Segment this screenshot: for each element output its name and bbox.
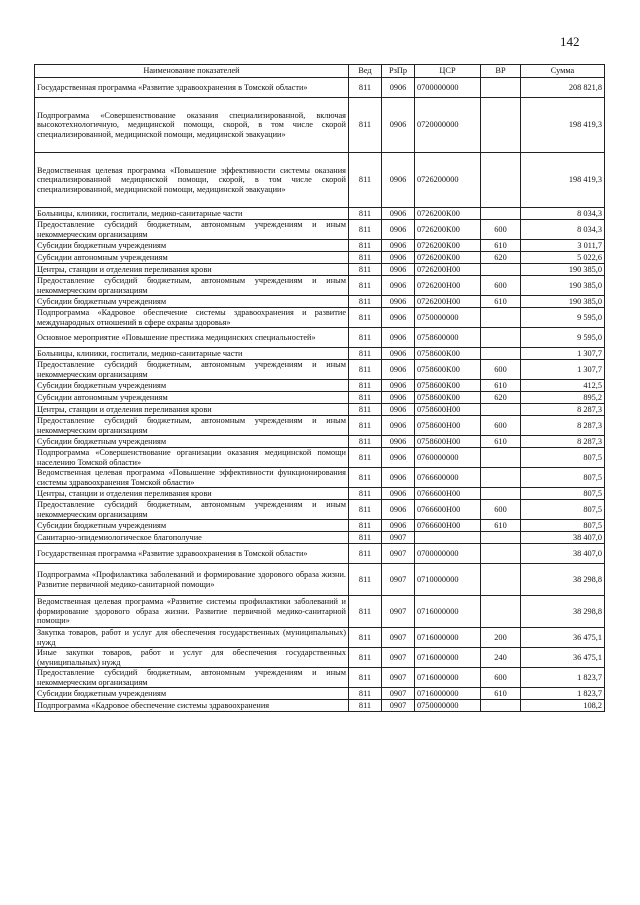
row-sum: 1 823,7 <box>521 668 605 688</box>
row-ved: 811 <box>349 648 382 668</box>
table-row <box>35 296 605 308</box>
table-row <box>35 220 605 240</box>
row-rzpr: 0907 <box>382 700 415 712</box>
row-rzpr: 0906 <box>382 220 415 240</box>
row-sum: 895,2 <box>521 392 605 404</box>
row-rzpr: 0906 <box>382 520 415 532</box>
header-ved: Вед <box>349 65 382 78</box>
row-name: Больницы, клиники, госпитали, медико-санитарные части <box>35 348 349 360</box>
table-row <box>35 380 605 392</box>
row-rzpr: 0907 <box>382 668 415 688</box>
row-vr <box>481 532 521 544</box>
row-sum: 190 385,0 <box>521 264 605 276</box>
row-ved: 811 <box>349 404 382 416</box>
table-header-row <box>35 65 605 78</box>
row-csr: 0758600Н00 <box>415 416 481 436</box>
header-rzpr: РзПр <box>382 65 415 78</box>
row-name: Подпрограмма «Совершенствование организации оказания медицинской помощи населению Томской области» <box>35 448 349 468</box>
row-name: Предоставление субсидий бюджетным, автономным учреждениям и иным некоммерческим организациям <box>35 668 349 688</box>
row-csr: 0760000000 <box>415 448 481 468</box>
table-body <box>35 78 605 712</box>
row-rzpr: 0906 <box>382 380 415 392</box>
row-rzpr: 0906 <box>382 436 415 448</box>
row-name: Центры, станции и отделения переливания крови <box>35 404 349 416</box>
table-row <box>35 544 605 564</box>
row-csr: 0758600К00 <box>415 348 481 360</box>
row-rzpr: 0906 <box>382 360 415 380</box>
row-sum: 5 022,6 <box>521 252 605 264</box>
row-csr: 0750000000 <box>415 700 481 712</box>
row-name: Санитарно-эпидемиологическое благополучие <box>35 532 349 544</box>
row-vr <box>481 488 521 500</box>
row-csr: 0726200Н00 <box>415 296 481 308</box>
row-ved: 811 <box>349 596 382 628</box>
row-ved: 811 <box>349 276 382 296</box>
table-row <box>35 276 605 296</box>
row-csr: 0766600Н00 <box>415 488 481 500</box>
row-ved: 811 <box>349 416 382 436</box>
row-csr: 0766600000 <box>415 468 481 488</box>
row-csr: 0716000000 <box>415 648 481 668</box>
table-row <box>35 264 605 276</box>
row-ved: 811 <box>349 436 382 448</box>
row-name: Ведомственная целевая программа «Повышение эффективности системы оказания специализированной медицинской помощи, скорой, в том числе скорой специализированной, медицинской помощи, медицинской эвакуации» <box>35 153 349 208</box>
row-csr: 0716000000 <box>415 688 481 700</box>
row-sum: 3 011,7 <box>521 240 605 252</box>
row-name: Ведомственная целевая программа «Повышение эффективности функционирования системы здравоохранения Томской области» <box>35 468 349 488</box>
row-vr <box>481 404 521 416</box>
row-vr: 200 <box>481 628 521 648</box>
row-name: Иные закупки товаров, работ и услуг для обеспечения государственных (муниципальных) нужд <box>35 648 349 668</box>
row-vr <box>481 98 521 153</box>
row-ved: 811 <box>349 500 382 520</box>
row-vr <box>481 208 521 220</box>
row-ved: 811 <box>349 308 382 328</box>
row-ved: 811 <box>349 296 382 308</box>
row-vr <box>481 153 521 208</box>
row-name: Субсидии бюджетным учреждениям <box>35 688 349 700</box>
row-rzpr: 0906 <box>382 78 415 98</box>
row-name: Субсидии бюджетным учреждениям <box>35 296 349 308</box>
row-ved: 811 <box>349 348 382 360</box>
row-rzpr: 0906 <box>382 468 415 488</box>
table-row <box>35 448 605 468</box>
row-rzpr: 0907 <box>382 648 415 668</box>
table-row <box>35 648 605 668</box>
row-rzpr: 0906 <box>382 240 415 252</box>
row-csr: 0726200К00 <box>415 220 481 240</box>
row-ved: 811 <box>349 448 382 468</box>
row-vr <box>481 348 521 360</box>
row-vr: 600 <box>481 276 521 296</box>
row-ved: 811 <box>349 328 382 348</box>
row-sum: 8 034,3 <box>521 220 605 240</box>
row-vr <box>481 700 521 712</box>
row-sum: 190 385,0 <box>521 296 605 308</box>
table-row <box>35 520 605 532</box>
row-sum: 38 298,8 <box>521 596 605 628</box>
row-rzpr: 0906 <box>382 392 415 404</box>
row-sum: 9 595,0 <box>521 328 605 348</box>
header-csr: ЦСР <box>415 65 481 78</box>
row-csr: 0726200К00 <box>415 240 481 252</box>
table-row <box>35 98 605 153</box>
row-sum: 38 407,0 <box>521 544 605 564</box>
row-name: Субсидии автономным учреждениям <box>35 252 349 264</box>
row-name: Субсидии бюджетным учреждениям <box>35 380 349 392</box>
row-ved: 811 <box>349 628 382 648</box>
row-csr: 0710000000 <box>415 564 481 596</box>
row-sum: 807,5 <box>521 488 605 500</box>
table-row <box>35 628 605 648</box>
row-vr: 610 <box>481 240 521 252</box>
row-name: Субсидии бюджетным учреждениям <box>35 240 349 252</box>
row-ved: 811 <box>349 360 382 380</box>
row-csr: 0766600Н00 <box>415 520 481 532</box>
row-name: Подпрограмма «Профилактика заболеваний и формирование здорового образа жизни. Развитие первичной медико-санитарной помощи» <box>35 564 349 596</box>
row-rzpr: 0906 <box>382 488 415 500</box>
row-vr: 600 <box>481 416 521 436</box>
row-vr <box>481 544 521 564</box>
row-sum: 38 298,8 <box>521 564 605 596</box>
row-rzpr: 0906 <box>382 308 415 328</box>
row-vr <box>481 308 521 328</box>
table-row <box>35 78 605 98</box>
row-vr: 600 <box>481 220 521 240</box>
row-sum: 190 385,0 <box>521 276 605 296</box>
row-sum: 807,5 <box>521 468 605 488</box>
row-ved: 811 <box>349 220 382 240</box>
row-csr: 0716000000 <box>415 668 481 688</box>
row-rzpr: 0907 <box>382 544 415 564</box>
table-row <box>35 240 605 252</box>
table-row <box>35 688 605 700</box>
page-number: 142 <box>560 34 580 49</box>
row-rzpr: 0906 <box>382 416 415 436</box>
row-ved: 811 <box>349 520 382 532</box>
row-name: Подпрограмма «Кадровое обеспечение системы здравоохранения и развитие международных отношений в сфере охраны здоровья» <box>35 308 349 328</box>
row-name: Предоставление субсидий бюджетным, автономным учреждениям и иным некоммерческим организациям <box>35 360 349 380</box>
budget-table <box>34 64 605 712</box>
row-csr: 0726200К00 <box>415 252 481 264</box>
row-vr: 620 <box>481 252 521 264</box>
row-vr: 600 <box>481 668 521 688</box>
row-vr: 610 <box>481 380 521 392</box>
row-sum: 8 287,3 <box>521 404 605 416</box>
row-rzpr: 0906 <box>382 404 415 416</box>
row-sum: 8 034,3 <box>521 208 605 220</box>
row-sum: 36 475,1 <box>521 648 605 668</box>
row-ved: 811 <box>349 153 382 208</box>
row-csr: 0758600К00 <box>415 380 481 392</box>
row-name: Ведомственная целевая программа «Развитие системы профилактики заболеваний и формирование здорового образа жизни. Развитие первичной медико-санитарной помощи» <box>35 596 349 628</box>
table-row <box>35 700 605 712</box>
table-row <box>35 208 605 220</box>
row-ved: 811 <box>349 208 382 220</box>
table-row <box>35 500 605 520</box>
row-name: Подпрограмма «Кадровое обеспечение системы здравоохранения <box>35 700 349 712</box>
row-csr: 0758600Н00 <box>415 436 481 448</box>
table-row <box>35 328 605 348</box>
row-name: Центры, станции и отделения переливания крови <box>35 264 349 276</box>
row-ved: 811 <box>349 488 382 500</box>
table-row <box>35 416 605 436</box>
row-vr <box>481 78 521 98</box>
table-row <box>35 360 605 380</box>
row-vr: 610 <box>481 688 521 700</box>
row-name: Закупка товаров, работ и услуг для обеспечения государственных (муниципальных) нужд <box>35 628 349 648</box>
row-rzpr: 0907 <box>382 628 415 648</box>
row-name: Субсидии бюджетным учреждениям <box>35 436 349 448</box>
row-rzpr: 0906 <box>382 208 415 220</box>
table-row <box>35 348 605 360</box>
row-name: Предоставление субсидий бюджетным, автономным учреждениям и иным некоммерческим организациям <box>35 416 349 436</box>
row-rzpr: 0906 <box>382 98 415 153</box>
row-csr: 0700000000 <box>415 544 481 564</box>
row-sum: 108,2 <box>521 700 605 712</box>
row-csr: 0720000000 <box>415 98 481 153</box>
row-name: Предоставление субсидий бюджетным, автономным учреждениям и иным некоммерческим организациям <box>35 276 349 296</box>
table-row <box>35 468 605 488</box>
row-vr: 600 <box>481 360 521 380</box>
table-row <box>35 153 605 208</box>
row-rzpr: 0906 <box>382 328 415 348</box>
row-rzpr: 0906 <box>382 153 415 208</box>
row-csr: 0766600Н00 <box>415 500 481 520</box>
header-vr: ВР <box>481 65 521 78</box>
row-ved: 811 <box>349 252 382 264</box>
table-row <box>35 436 605 448</box>
row-sum: 198 419,3 <box>521 153 605 208</box>
row-name: Центры, станции и отделения переливания крови <box>35 488 349 500</box>
row-csr: 0726200000 <box>415 153 481 208</box>
row-ved: 811 <box>349 688 382 700</box>
row-csr: 0726200Н00 <box>415 264 481 276</box>
table-row <box>35 532 605 544</box>
row-rzpr: 0907 <box>382 564 415 596</box>
row-vr <box>481 596 521 628</box>
table-row <box>35 564 605 596</box>
row-sum: 198 419,3 <box>521 98 605 153</box>
row-csr: 0758600К00 <box>415 392 481 404</box>
row-sum: 807,5 <box>521 448 605 468</box>
row-sum: 9 595,0 <box>521 308 605 328</box>
row-vr: 610 <box>481 436 521 448</box>
row-name: Больницы, клиники, госпитали, медико-санитарные части <box>35 208 349 220</box>
row-csr: 0726200Н00 <box>415 276 481 296</box>
row-csr: 0758600Н00 <box>415 404 481 416</box>
row-rzpr: 0906 <box>382 264 415 276</box>
row-ved: 811 <box>349 78 382 98</box>
table-row <box>35 596 605 628</box>
row-ved: 811 <box>349 668 382 688</box>
row-rzpr: 0906 <box>382 348 415 360</box>
table-row <box>35 308 605 328</box>
row-csr: 0726200К00 <box>415 208 481 220</box>
header-sum: Сумма <box>521 65 605 78</box>
table-row <box>35 404 605 416</box>
row-csr: 0758600000 <box>415 328 481 348</box>
row-ved: 811 <box>349 240 382 252</box>
row-rzpr: 0907 <box>382 532 415 544</box>
row-sum: 208 821,8 <box>521 78 605 98</box>
row-rzpr: 0906 <box>382 296 415 308</box>
row-name: Предоставление субсидий бюджетным, автономным учреждениям и иным некоммерческим организациям <box>35 220 349 240</box>
row-sum: 36 475,1 <box>521 628 605 648</box>
row-rzpr: 0907 <box>382 688 415 700</box>
row-vr <box>481 468 521 488</box>
row-name: Субсидии бюджетным учреждениям <box>35 520 349 532</box>
row-sum: 8 287,3 <box>521 436 605 448</box>
row-csr: 0716000000 <box>415 596 481 628</box>
row-rzpr: 0906 <box>382 276 415 296</box>
row-rzpr: 0906 <box>382 500 415 520</box>
row-vr <box>481 328 521 348</box>
row-rzpr: 0907 <box>382 596 415 628</box>
row-sum: 412,5 <box>521 380 605 392</box>
row-sum: 38 407,0 <box>521 532 605 544</box>
row-vr <box>481 448 521 468</box>
row-sum: 1 307,7 <box>521 360 605 380</box>
row-ved: 811 <box>349 380 382 392</box>
row-name: Подпрограмма «Совершенствование оказания специализированной, включая высокотехнологичную, медицинской помощи, скорой, в том числе скорой специализированной, медицинской помощи, медицинской эвакуации» <box>35 98 349 153</box>
row-ved: 811 <box>349 700 382 712</box>
header-name: Наименование показателей <box>35 65 349 78</box>
row-vr: 610 <box>481 296 521 308</box>
row-sum: 807,5 <box>521 500 605 520</box>
row-sum: 8 287,3 <box>521 416 605 436</box>
table-row <box>35 392 605 404</box>
row-vr <box>481 264 521 276</box>
row-ved: 811 <box>349 98 382 153</box>
row-rzpr: 0906 <box>382 448 415 468</box>
row-csr <box>415 532 481 544</box>
row-vr <box>481 564 521 596</box>
table-row <box>35 252 605 264</box>
row-name: Государственная программа «Развитие здравоохранения в Томской области» <box>35 544 349 564</box>
row-sum: 1 307,7 <box>521 348 605 360</box>
row-name: Субсидии автономным учреждениям <box>35 392 349 404</box>
row-csr: 0700000000 <box>415 78 481 98</box>
row-vr: 600 <box>481 500 521 520</box>
row-csr: 0716000000 <box>415 628 481 648</box>
row-ved: 811 <box>349 532 382 544</box>
row-csr: 0758600К00 <box>415 360 481 380</box>
row-ved: 811 <box>349 468 382 488</box>
row-name: Предоставление субсидий бюджетным, автономным учреждениям и иным некоммерческим организациям <box>35 500 349 520</box>
row-name: Государственная программа «Развитие здравоохранения в Томской области» <box>35 78 349 98</box>
row-vr: 610 <box>481 520 521 532</box>
row-name: Основное мероприятие «Повышение престижа медицинских специальностей» <box>35 328 349 348</box>
row-rzpr: 0906 <box>382 252 415 264</box>
row-sum: 1 823,7 <box>521 688 605 700</box>
row-sum: 807,5 <box>521 520 605 532</box>
row-ved: 811 <box>349 264 382 276</box>
row-ved: 811 <box>349 564 382 596</box>
row-vr: 240 <box>481 648 521 668</box>
row-ved: 811 <box>349 544 382 564</box>
table-row <box>35 668 605 688</box>
row-csr: 0750000000 <box>415 308 481 328</box>
row-vr: 620 <box>481 392 521 404</box>
row-ved: 811 <box>349 392 382 404</box>
table-row <box>35 488 605 500</box>
